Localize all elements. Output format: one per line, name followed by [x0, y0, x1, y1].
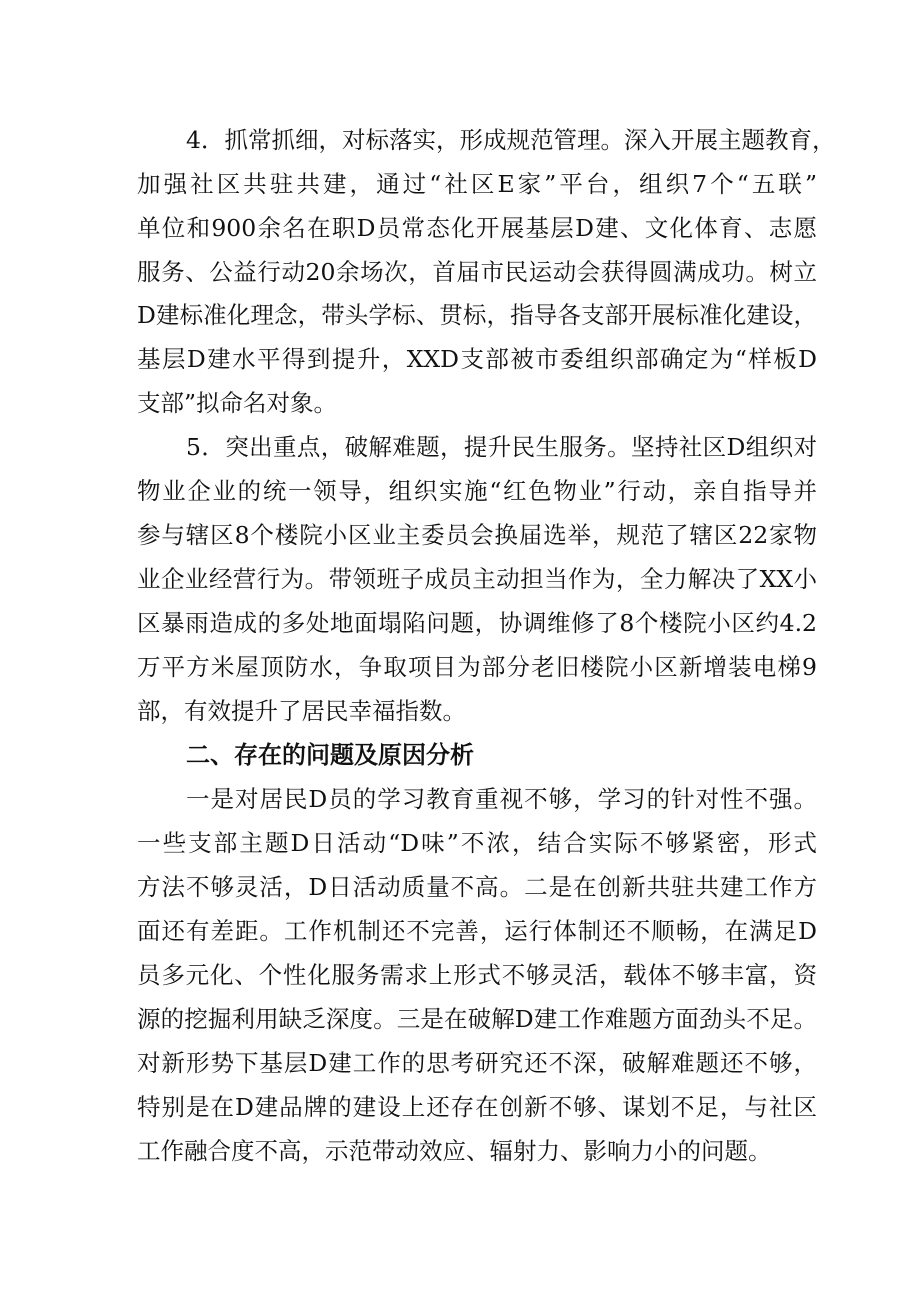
- paragraph-item-5-line: 区暴雨造成的多处地面塌陷问题，协调维修了8个楼院小区约4.2: [137, 609, 817, 637]
- paragraph-item-5-line: 5．突出重点，破解难题，提升民生服务。坚持社区D组织对: [186, 433, 817, 461]
- paragraph-problems-line: 一是对居民D员的学习教育重视不够，学习的针对性不强。: [186, 785, 817, 813]
- paragraph-problems-line: 工作融合度不高，示范带动效应、辐射力、影响力小的问题。: [137, 1137, 772, 1165]
- section-heading: 二、存在的问题及原因分析: [186, 741, 474, 769]
- paragraph-item-5-line: 万平方米屋顶防水，争取项目为部分老旧楼院小区新增装电梯9: [137, 653, 817, 681]
- paragraph-problems-line: 面还有差距。工作机制还不完善，运行体制还不顺畅，在满足D: [137, 917, 817, 945]
- paragraph-item-5-line: 参与辖区8个楼院小区业主委员会换届选举，规范了辖区22家物: [137, 521, 817, 549]
- paragraph-problems-line: 对新形势下基层D建工作的思考研究还不深，破解难题还不够，: [137, 1049, 817, 1077]
- paragraph-problems-line: 源的挖掘利用缺乏深度。三是在破解D建工作难题方面劲头不足。: [137, 1005, 817, 1033]
- paragraph-item-5-line: 业企业经营行为。带领班子成员主动担当作为，全力解决了XX小: [137, 565, 817, 593]
- paragraph-problems-line: 员多元化、个性化服务需求上形式不够灵活，载体不够丰富，资: [137, 961, 817, 989]
- paragraph-item-4-line: 服务、公益行动20余场次，首届市民运动会获得圆满成功。树立: [137, 258, 817, 286]
- paragraph-item-4-line: 基层D建水平得到提升，XXD支部被市委组织部确定为“样板D: [137, 345, 817, 373]
- paragraph-item-5-line: 部，有效提升了居民幸福指数。: [137, 697, 466, 725]
- paragraph-problems-line: 一些支部主题D日活动“D味”不浓，结合实际不够紧密，形式: [137, 829, 817, 857]
- paragraph-item-4-line: 加强社区共驻共建，通过“社区E家”平台，组织7个“五联”: [137, 170, 817, 198]
- paragraph-problems-line: 方法不够灵活，D日活动质量不高。二是在创新共驻共建工作方: [137, 873, 817, 901]
- paragraph-item-4-line: 单位和900余名在职D员常态化开展基层D建、文化体育、志愿: [137, 214, 817, 242]
- paragraph-item-4-line: 4．抓常抓细，对标落实，形成规范管理。深入开展主题教育，: [186, 126, 836, 154]
- paragraph-item-4-line: D建标准化理念，带头学标、贯标，指导各支部开展标准化建设，: [137, 301, 817, 329]
- paragraph-item-5-line: 物业企业的统一领导，组织实施“红色物业”行动，亲自指导并: [137, 477, 817, 505]
- paragraph-item-4-line: 支部”拟命名对象。: [137, 389, 338, 417]
- paragraph-problems-line: 特别是在D建品牌的建设上还存在创新不够、谋划不足，与社区: [137, 1093, 817, 1121]
